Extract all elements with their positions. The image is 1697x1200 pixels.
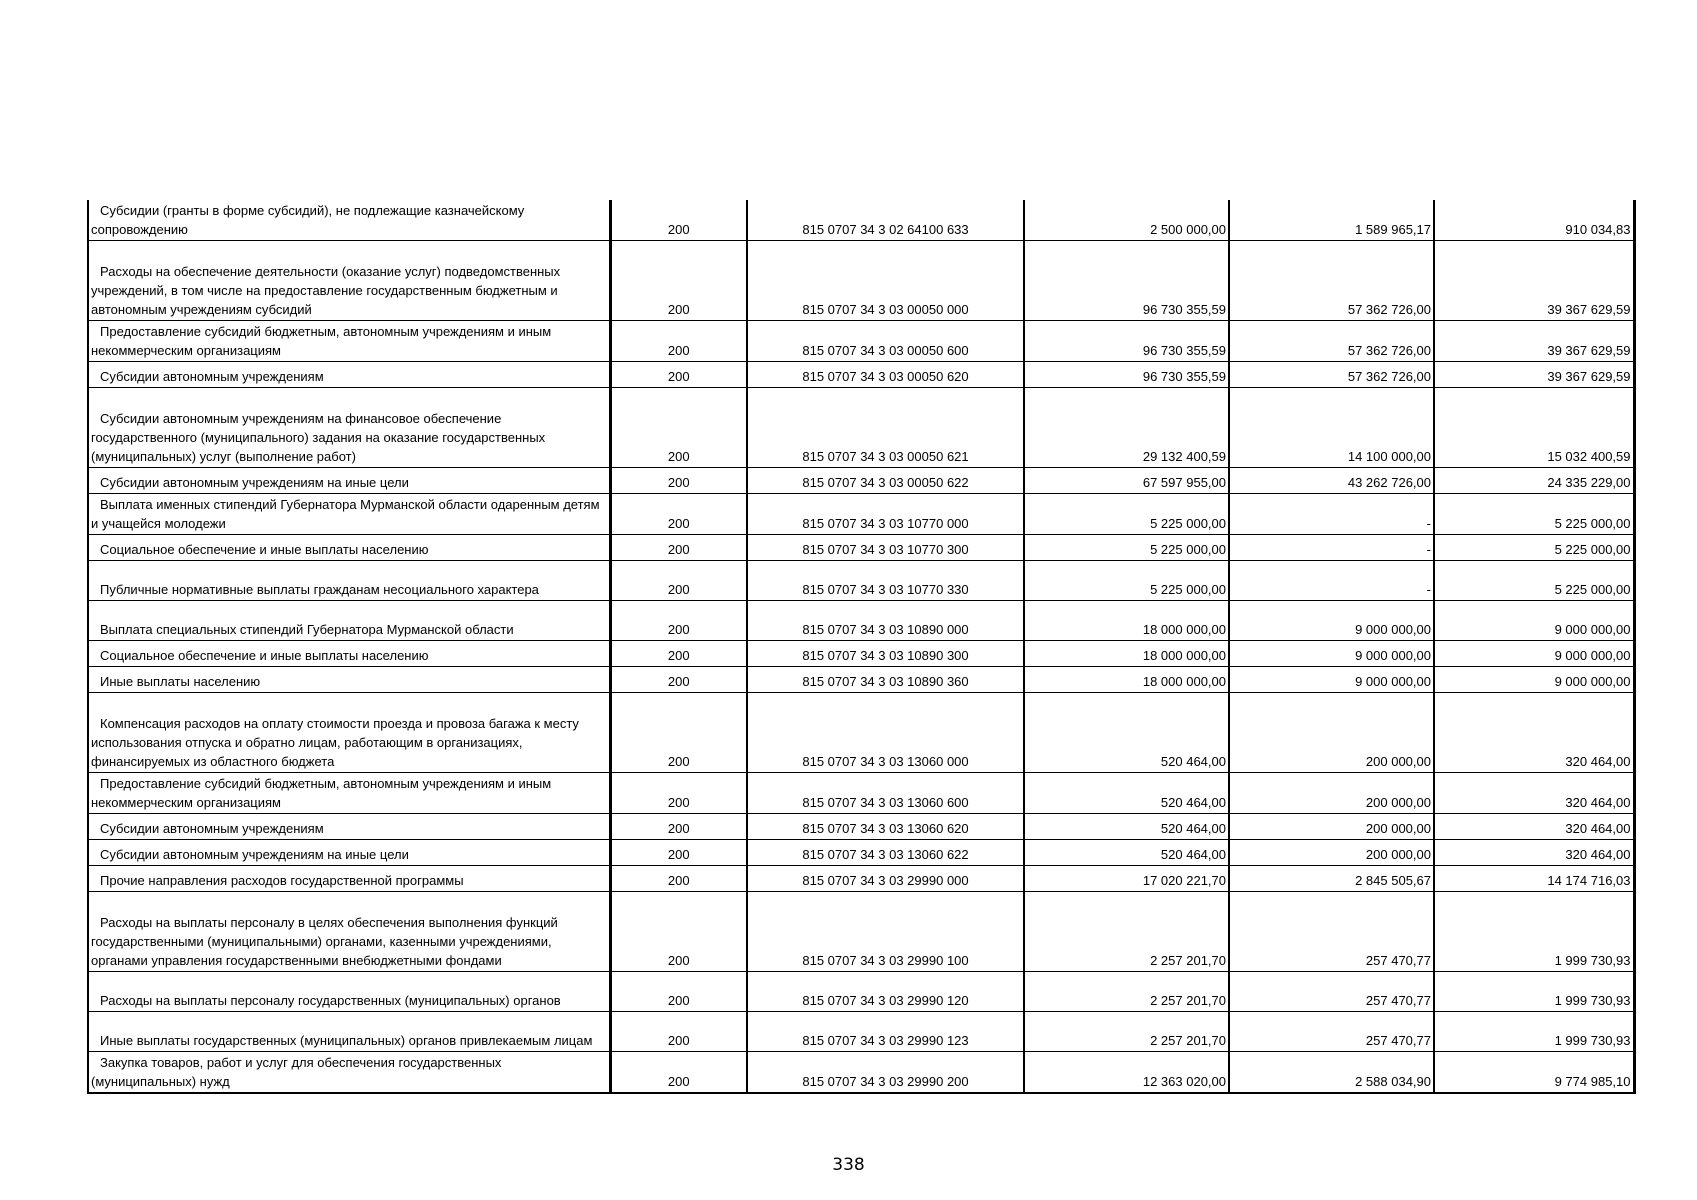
row-line-code-cell: 200 (610, 866, 747, 892)
row-unexecuted-cell: 39 367 629,59 (1434, 321, 1634, 362)
row-approved-cell: 17 020 221,70 (1024, 866, 1229, 892)
row-name-cell: Субсидии автономным учреждениям на иные цели (88, 468, 610, 494)
table-row (88, 1012, 1634, 1052)
row-unexecuted-cell: 5 225 000,00 (1434, 494, 1634, 535)
row-line-code-cell: 200 (610, 241, 747, 321)
row-line-code-cell: 200 (610, 773, 747, 814)
row-unexecuted-cell: 320 464,00 (1434, 693, 1634, 773)
row-budget-code-cell: 815 0707 34 3 03 29990 200 (747, 1052, 1024, 1094)
row-approved-cell: 18 000 000,00 (1024, 641, 1229, 667)
row-executed-cell: 9 000 000,00 (1229, 641, 1434, 667)
row-line-code-cell: 200 (610, 468, 747, 494)
table-row (88, 773, 1634, 814)
row-approved-cell: 520 464,00 (1024, 840, 1229, 866)
row-approved-cell: 520 464,00 (1024, 814, 1229, 840)
row-budget-code-cell: 815 0707 34 3 03 10890 360 (747, 667, 1024, 693)
row-name-cell: Компенсация расходов на оплату стоимости проезда и провоза багажа к месту использования отпуска и обратно лицам, работающим в организациях, финансируемых из областного бюджета (88, 693, 610, 773)
row-approved-cell: 2 257 201,70 (1024, 972, 1229, 1012)
row-approved-cell: 5 225 000,00 (1024, 494, 1229, 535)
table-row (88, 321, 1634, 362)
table-row (88, 468, 1634, 494)
row-unexecuted-cell: 9 774 985,10 (1434, 1052, 1634, 1094)
row-name-cell: Предоставление субсидий бюджетным, автономным учреждениям и иным некоммерческим организациям (88, 773, 610, 814)
row-line-code-cell: 200 (610, 667, 747, 693)
row-unexecuted-cell: 39 367 629,59 (1434, 241, 1634, 321)
row-executed-cell: 43 262 726,00 (1229, 468, 1434, 494)
page-number: 338 (832, 1155, 865, 1175)
table-row (88, 641, 1634, 667)
row-executed-cell: 9 000 000,00 (1229, 601, 1434, 641)
row-executed-cell: - (1229, 561, 1434, 601)
row-unexecuted-cell: 910 034,83 (1434, 200, 1634, 241)
row-line-code-cell: 200 (610, 494, 747, 535)
row-approved-cell: 18 000 000,00 (1024, 601, 1229, 641)
row-executed-cell: 200 000,00 (1229, 840, 1434, 866)
table-row (88, 1052, 1634, 1094)
row-executed-cell: 14 100 000,00 (1229, 388, 1434, 468)
row-name-cell: Субсидии (гранты в форме субсидий), не подлежащие казначейскому сопровождению (88, 200, 610, 241)
table-row (88, 241, 1634, 321)
row-executed-cell: 257 470,77 (1229, 892, 1434, 972)
row-approved-cell: 96 730 355,59 (1024, 321, 1229, 362)
row-line-code-cell: 200 (610, 601, 747, 641)
row-budget-code-cell: 815 0707 34 3 03 10770 000 (747, 494, 1024, 535)
row-budget-code-cell: 815 0707 34 3 03 29990 123 (747, 1012, 1024, 1052)
row-unexecuted-cell: 39 367 629,59 (1434, 362, 1634, 388)
row-executed-cell: 2 845 505,67 (1229, 866, 1434, 892)
table-row (88, 667, 1634, 693)
table-row (88, 601, 1634, 641)
row-name-cell: Публичные нормативные выплаты гражданам несоциального характера (88, 561, 610, 601)
table-row (88, 561, 1634, 601)
row-budget-code-cell: 815 0707 34 3 03 29990 120 (747, 972, 1024, 1012)
table-row (88, 892, 1634, 972)
row-approved-cell: 96 730 355,59 (1024, 241, 1229, 321)
row-name-cell: Социальное обеспечение и иные выплаты населению (88, 641, 610, 667)
row-executed-cell: 2 588 034,90 (1229, 1052, 1434, 1094)
row-line-code-cell: 200 (610, 388, 747, 468)
row-unexecuted-cell: 14 174 716,03 (1434, 866, 1634, 892)
row-budget-code-cell: 815 0707 34 3 03 29990 100 (747, 892, 1024, 972)
row-budget-code-cell: 815 0707 34 3 03 00050 600 (747, 321, 1024, 362)
row-budget-code-cell: 815 0707 34 3 03 00050 621 (747, 388, 1024, 468)
row-unexecuted-cell: 24 335 229,00 (1434, 468, 1634, 494)
table-body (88, 200, 1634, 1093)
table-row (88, 866, 1634, 892)
row-line-code-cell: 200 (610, 1052, 747, 1094)
row-approved-cell: 2 500 000,00 (1024, 200, 1229, 241)
row-approved-cell: 5 225 000,00 (1024, 561, 1229, 601)
row-budget-code-cell: 815 0707 34 3 02 64100 633 (747, 200, 1024, 241)
row-approved-cell: 5 225 000,00 (1024, 535, 1229, 561)
row-budget-code-cell: 815 0707 34 3 03 13060 600 (747, 773, 1024, 814)
row-budget-code-cell: 815 0707 34 3 03 13060 620 (747, 814, 1024, 840)
row-approved-cell: 18 000 000,00 (1024, 667, 1229, 693)
row-unexecuted-cell: 320 464,00 (1434, 840, 1634, 866)
row-budget-code-cell: 815 0707 34 3 03 10890 300 (747, 641, 1024, 667)
row-budget-code-cell: 815 0707 34 3 03 13060 000 (747, 693, 1024, 773)
row-executed-cell: 200 000,00 (1229, 814, 1434, 840)
row-line-code-cell: 200 (610, 362, 747, 388)
row-line-code-cell: 200 (610, 892, 747, 972)
row-line-code-cell: 200 (610, 972, 747, 1012)
row-approved-cell: 520 464,00 (1024, 773, 1229, 814)
row-executed-cell: 200 000,00 (1229, 693, 1434, 773)
table-row (88, 362, 1634, 388)
row-approved-cell: 29 132 400,59 (1024, 388, 1229, 468)
row-name-cell: Расходы на выплаты персоналу государственных (муниципальных) органов (88, 972, 610, 1012)
row-executed-cell: 57 362 726,00 (1229, 321, 1434, 362)
budget-execution-table (87, 200, 1636, 1094)
row-line-code-cell: 200 (610, 840, 747, 866)
row-name-cell: Расходы на выплаты персоналу в целях обеспечения выполнения функций государственными (муниципальными) органами, казенными учреждениями, органами управления государственными внебюджетными фондами (88, 892, 610, 972)
row-name-cell: Социальное обеспечение и иные выплаты населению (88, 535, 610, 561)
row-budget-code-cell: 815 0707 34 3 03 10770 330 (747, 561, 1024, 601)
row-budget-code-cell: 815 0707 34 3 03 00050 620 (747, 362, 1024, 388)
row-approved-cell: 2 257 201,70 (1024, 892, 1229, 972)
row-line-code-cell: 200 (610, 561, 747, 601)
row-executed-cell: 9 000 000,00 (1229, 667, 1434, 693)
row-executed-cell: 57 362 726,00 (1229, 362, 1434, 388)
row-name-cell: Расходы на обеспечение деятельности (оказание услуг) подведомственных учреждений, в том числе на предоставление государственным бюджетным и автономным учреждениям субсидий (88, 241, 610, 321)
table-row (88, 693, 1634, 773)
row-executed-cell: - (1229, 494, 1434, 535)
row-executed-cell: 200 000,00 (1229, 773, 1434, 814)
table-row (88, 388, 1634, 468)
row-name-cell: Иные выплаты государственных (муниципальных) органов привлекаемым лицам (88, 1012, 610, 1052)
row-name-cell: Прочие направления расходов государственной программы (88, 866, 610, 892)
row-name-cell: Субсидии автономным учреждениям (88, 814, 610, 840)
row-name-cell: Субсидии автономным учреждениям на иные цели (88, 840, 610, 866)
row-name-cell: Предоставление субсидий бюджетным, автономным учреждениям и иным некоммерческим организациям (88, 321, 610, 362)
table-row (88, 972, 1634, 1012)
row-name-cell: Выплата именных стипендий Губернатора Мурманской области одаренным детям и учащейся молодежи (88, 494, 610, 535)
row-unexecuted-cell: 320 464,00 (1434, 773, 1634, 814)
row-line-code-cell: 200 (610, 693, 747, 773)
row-executed-cell: 257 470,77 (1229, 972, 1434, 1012)
row-line-code-cell: 200 (610, 200, 747, 241)
row-line-code-cell: 200 (610, 641, 747, 667)
row-unexecuted-cell: 5 225 000,00 (1434, 535, 1634, 561)
row-line-code-cell: 200 (610, 321, 747, 362)
row-budget-code-cell: 815 0707 34 3 03 13060 622 (747, 840, 1024, 866)
row-name-cell: Субсидии автономным учреждениям на финансовое обеспечение государственного (муниципального) задания на оказание государственных (муниципальных) услуг (выполнение работ) (88, 388, 610, 468)
row-name-cell: Выплата специальных стипендий Губернатора Мурманской области (88, 601, 610, 641)
row-unexecuted-cell: 1 999 730,93 (1434, 892, 1634, 972)
row-name-cell: Субсидии автономным учреждениям (88, 362, 610, 388)
row-executed-cell: 1 589 965,17 (1229, 200, 1434, 241)
table-row (88, 535, 1634, 561)
row-approved-cell: 520 464,00 (1024, 693, 1229, 773)
row-unexecuted-cell: 1 999 730,93 (1434, 972, 1634, 1012)
table-row (88, 494, 1634, 535)
row-approved-cell: 12 363 020,00 (1024, 1052, 1229, 1094)
row-executed-cell: - (1229, 535, 1434, 561)
row-name-cell: Закупка товаров, работ и услуг для обеспечения государственных (муниципальных) нужд (88, 1052, 610, 1094)
row-budget-code-cell: 815 0707 34 3 03 29990 000 (747, 866, 1024, 892)
row-budget-code-cell: 815 0707 34 3 03 00050 000 (747, 241, 1024, 321)
row-unexecuted-cell: 9 000 000,00 (1434, 641, 1634, 667)
row-budget-code-cell: 815 0707 34 3 03 10770 300 (747, 535, 1024, 561)
row-line-code-cell: 200 (610, 535, 747, 561)
row-line-code-cell: 200 (610, 1012, 747, 1052)
row-unexecuted-cell: 1 999 730,93 (1434, 1012, 1634, 1052)
row-approved-cell: 2 257 201,70 (1024, 1012, 1229, 1052)
row-approved-cell: 96 730 355,59 (1024, 362, 1229, 388)
row-budget-code-cell: 815 0707 34 3 03 10890 000 (747, 601, 1024, 641)
table-row (88, 200, 1634, 241)
row-name-cell: Иные выплаты населению (88, 667, 610, 693)
row-unexecuted-cell: 9 000 000,00 (1434, 667, 1634, 693)
table-row (88, 814, 1634, 840)
row-unexecuted-cell: 5 225 000,00 (1434, 561, 1634, 601)
row-unexecuted-cell: 9 000 000,00 (1434, 601, 1634, 641)
row-executed-cell: 57 362 726,00 (1229, 241, 1434, 321)
table-row (88, 840, 1634, 866)
row-unexecuted-cell: 320 464,00 (1434, 814, 1634, 840)
row-line-code-cell: 200 (610, 814, 747, 840)
row-executed-cell: 257 470,77 (1229, 1012, 1434, 1052)
row-budget-code-cell: 815 0707 34 3 03 00050 622 (747, 468, 1024, 494)
row-approved-cell: 67 597 955,00 (1024, 468, 1229, 494)
row-unexecuted-cell: 15 032 400,59 (1434, 388, 1634, 468)
